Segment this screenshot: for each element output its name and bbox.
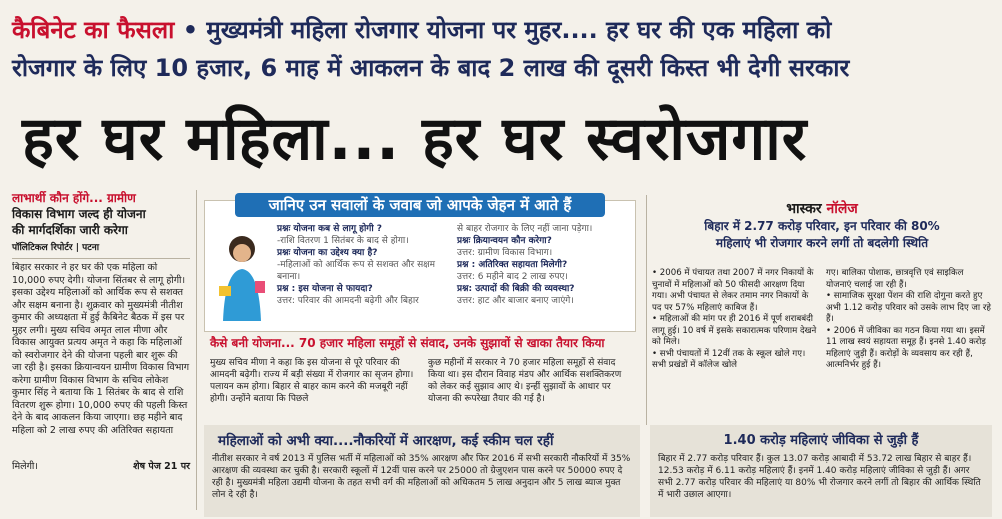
qa-col-1 xyxy=(277,223,452,307)
right-column-divider xyxy=(646,195,647,425)
headline-line-1 xyxy=(12,16,831,44)
middle-col-2: कुछ महीनों में सरकार ने 70 हजार महिला समूहों से संवाद किया था। इस दौरान विवाह मंडप और आर्थिक सशक्तिकरण को लेकर कई सुझाव आए थे। इन्हीं सुझावों के आधार पर योजना की रूपरेखा तैयार की गई है। xyxy=(428,358,622,404)
knowledge-col-2 xyxy=(826,268,991,372)
knowledge-point: • 2006 में पंचायत तथा 2007 में नगर निकायों के चुनावों में महिलाओं को 50 फीसदी आरक्षण दिया गया। अभी पंचायत से लेकर तमाम नगर निकायों के पद पर 57% महिलाएं काबिज हैं। xyxy=(652,268,814,313)
qa-a3-cont: से बाहर रोजगार के लिए नहीं जाना पड़ेगा। xyxy=(457,224,593,234)
left-head-line2: विकास विभाग जल्द ही योजना xyxy=(12,207,146,221)
qa-a3: उत्तर: परिवार की आमदनी बढ़ेगी और बिहार xyxy=(277,296,419,306)
knowledge-box xyxy=(652,200,992,370)
middle-col-1: मुख्य सचिव मीणा ने कहा कि इस योजना से पूरे परिवार की आमदनी बढ़ेगी। राज्य में बड़ी संख्या में रोजगार का सृजन होगा। पलायन कम होगा। बिहार से बाहर काम करने की मजबूरी नहीं होगी। उन्होंने बताया कि पिछले xyxy=(210,358,414,404)
bottom-left-box xyxy=(204,425,640,517)
left-headline xyxy=(12,190,190,238)
main-banner: हर घर महिला... हर घर स्वरोजगार xyxy=(22,104,808,174)
qa-q6: प्रश्न: उत्पादों की बिक्री की व्यवस्था? xyxy=(457,284,575,294)
continued-note: शेष पेज 21 पर xyxy=(133,461,190,472)
left-last: मिलेगी। xyxy=(12,461,38,472)
knowledge-brand xyxy=(652,200,992,218)
qa-q5: प्रश्न : अतिरिक्त सहायता मिलेगी? xyxy=(457,260,568,270)
knowledge-col-1 xyxy=(652,268,817,372)
bottom-right-box xyxy=(650,425,992,517)
qa-box xyxy=(204,196,636,332)
woman-illustration xyxy=(211,231,273,326)
qa-q3: प्रश्न : इस योजना से फायदा? xyxy=(277,284,373,294)
qa-col-2 xyxy=(457,223,629,307)
bottom-left-body: नीतीश सरकार ने वर्ष 2013 में पुलिस भर्ती में महिलाओं को 35% आरक्षण और फिर 2016 में सभी सरकारी नौकरियों में 35% आरक्षण की व्यवस्था कर चुकी है। सरकारी स्कूलों में 12वीं पास करने पर 25000 तो ग्रेजुएशन पास करने पर 50000 रुपए दे रही है। मुख्यमंत्री महिला उद्यमी योजना के तहत सभी वर्ग की महिलाओं को अधिकतम 5 लाख अनुदान और 5 लाख ब्याज मुक्त लोन दे रही है। xyxy=(212,454,631,500)
qa-a5: उत्तर: 6 महीने बाद 2 लाख रुपए। xyxy=(457,272,568,282)
knowledge-point: गए। बालिका पोशाक, छात्रवृत्ति एवं साइकिल योजनाएं चलाई जा रही हैं। xyxy=(826,268,964,290)
middle-head xyxy=(210,335,640,351)
qa-q2: प्रश्नः योजना का उद्देश्य क्या है? xyxy=(277,248,378,258)
qa-q1: प्रश्नः योजना कब से लागू होगी ? xyxy=(277,224,383,234)
column-divider xyxy=(196,190,197,510)
bottom-right-body: बिहार में 2.77 करोड़ परिवार हैं। कुल 13.07 करोड़ आबादी में 53.72 लाख बिहार से बाहर हैं। 12.53 करोड़ में 6.11 करोड़ महिलाएं हैं। इनमें 1.40 करोड़ महिलाएं जीविका से जुड़ी हैं। अगर सभी 2.77 करोड़ परिवार की महिलाएं या 80% भी रोजगार करने लगीं तो बिहार की आर्थिक स्थिति में भारी उछाल आएगा। xyxy=(658,454,981,500)
middle-head-text: कैसे बनी योजना... 70 हजार महिला समूहों से संवाद, उनके सुझावों से खाका तैयार किया xyxy=(210,336,605,350)
left-column xyxy=(12,190,190,473)
knowledge-point: • महिलाओं की मांग पर ही 2016 में पूर्ण शराबबंदी लागू हुई। 10 वर्ष में इसके सकारात्मक परिणाम देखने को मिले। xyxy=(652,314,817,347)
byline: पॉलिटिकल रिपोर्टर | पटना xyxy=(12,243,100,253)
knowledge-point: • 2006 में जीविका का गठन किया गया था। इसमें 11 लाख स्वयं सहायता समूह हैं। इनसे 1.40 करोड़ महिलाएं जुड़ी हैं। करोड़ों के व्यवसाय कर रही हैं, आत्मनिर्भर हुई हैं। xyxy=(826,325,986,370)
qa-a1: -राशि वितरण 1 सितंबर के बाद से होगा। xyxy=(277,236,409,246)
qa-a6: उत्तर: हाट और बाजार बनाए जाएंगे। xyxy=(457,296,574,306)
bottom-right-head: 1.40 करोड़ महिलाएं जीविका से जुड़ी हैं xyxy=(723,433,919,448)
bottom-left-head: महिलाओं को अभी क्या....नौकरियों में आरक्षण, कई स्कीम चल रहीं xyxy=(218,433,554,449)
left-body: बिहार सरकार ने हर घर की एक महिला को 10,000 रुपए देगी। योजना सिंतबर से लागू होगी। इसका उद्देश्य महिलाओं को आर्थिक रूप से सशक्त और सक्षम बनाना है। शुक्रवार को मुख्यमंत्री नीतीश कुमार की अध्यक्षता में हुई कैबिनेट बैठक में इस पर मुहर लगी। मुख्य सचिव अमृत लाल मीणा और विकास आयुक्त प्रत्यय अमृत ने कहा कि महिलाओं को स्वरोजगार देने की योजना पहली बार शुरू की जा रही है। इसका क्रियान्वयन ग्रामीण विकास विभाग करेगा ग्रामीण विकास विभाग के सचिव लोकेश कुमार सिंह ने बताया कि 1 सितंबर के बाद से राशि वितरण शुरू होगा। 10,000 रुपए की पहली किस्त देने के बाद आकलन किया जाएगा। छह महीने बाद महिला को 2 लाख रुपए की अतिरिक्त सहायता xyxy=(12,262,190,436)
headline-line-2: रोजगार के लिए 10 हजार, 6 माह में आकलन के बाद 2 लाख की दूसरी किस्त भी देगी सरकार xyxy=(12,54,850,82)
qa-a4: उत्तर: ग्रामीण विकास विभाग। xyxy=(457,248,553,258)
knowledge-point: • सभी पंचायतों में 12वीं तक के स्कूल खोले गए। सभी प्रखंडों में कॉलेज खोले xyxy=(652,348,806,370)
qa-a2: -महिलाओं को आर्थिक रूप से सशक्त और सक्षम बनाना। xyxy=(277,260,435,282)
brand: भास्कर xyxy=(786,201,822,217)
qa-q4: प्रश्नः क्रियान्वयन कौन करेगा? xyxy=(457,236,552,246)
middle-article xyxy=(210,335,640,404)
qa-title: जानिए उन सवालों के जवाब जो आपके जेहन में आते हैं xyxy=(235,193,605,217)
divider xyxy=(12,258,190,259)
knowledge-head-2: महिलाएं भी रोजगार करने लगीं तो बदलेगी स्थिति xyxy=(715,236,929,250)
left-last-line xyxy=(12,460,190,473)
knowledge-point: • सामाजिक सुरक्षा पेंशन की राशि दोगुना करते हुए अभी 1.12 करोड़ परिवार को उसके लाभ दिए जा रहे हैं। xyxy=(826,291,991,324)
left-kicker: लाभार्थी कौन होंगे... ग्रामीण xyxy=(12,191,136,205)
left-head-line3: की मार्गदर्शिका जारी करेगा xyxy=(12,223,128,237)
headline-text-1: • मुख्यमंत्री महिला रोजगार योजना पर मुहर.... हर घर की एक महिला को xyxy=(182,16,832,44)
brand-suffix: नॉलेज xyxy=(826,201,858,217)
knowledge-head-1: बिहार में 2.77 करोड़ परिवार, इन परिवार की 80% xyxy=(704,219,940,233)
kicker: कैबिनेट का फैसला xyxy=(12,16,175,44)
knowledge-head xyxy=(652,218,992,252)
